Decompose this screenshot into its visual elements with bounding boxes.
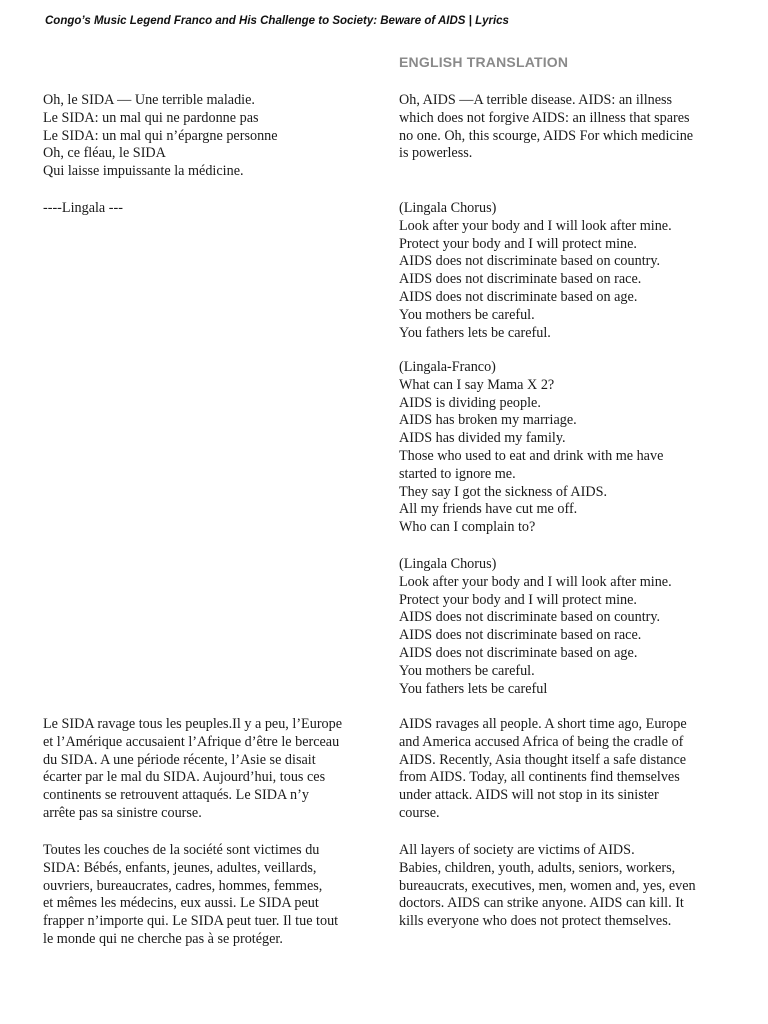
lyric-line: SIDA: Bébés, enfants, jeunes, adultes, veillards, [43,859,317,876]
lyric-line: AIDS does not discriminate based on country. [399,609,661,626]
french-verse-3 [43,842,373,949]
lyric-line: Look after your body and I will look after mine. [399,217,672,234]
lyric-line: AIDS. Recently, Asia thought itself a safe distance [399,751,687,768]
lyric-line: Babies, children, youth, adults, seniors, workers, [399,859,676,876]
lyric-line: et mêmes les médecins, eux aussi. Le SIDA peut [43,895,319,912]
lyric-line: All layers of society are victims of AIDS. [399,842,635,858]
english-chorus-1 [399,200,729,342]
lyric-line: AIDS does not discriminate based on age. [399,644,638,661]
lyric-line: All my friends have cut me off. [399,501,578,518]
document-header: Congo’s Music Legend Franco and His Challenge to Society: Beware of AIDS | Lyrics [45,15,509,27]
lyric-line: You fathers lets be careful [399,680,548,697]
english-verse-2 [399,716,729,823]
lyric-line: continents se retrouvent attaqués. Le SIDA n’y [43,787,309,804]
french-verse-1 [43,92,373,181]
lyric-line: from AIDS. Today, all continents find themselves [399,769,680,786]
lyric-line: AIDS does not discriminate based on age. [399,288,638,305]
lyric-line: What can I say Mama X 2? [399,376,555,393]
french-lingala-marker [43,200,373,218]
lyric-line: ouvriers, bureaucrates, cadres, hommes, femmes, [43,877,323,894]
lyric-line: le monde qui ne cherche pas à se protéger. [43,930,283,947]
lyric-line: You mothers be careful. [399,662,535,679]
lyric-line: AIDS does not discriminate based on race. [399,627,642,644]
lyric-line: which does not forgive AIDS: an illness that spares [399,109,690,126]
lingala-marker: ----Lingala --- [43,200,123,216]
lyric-line: arrête pas sa sinistre course. [43,804,202,821]
lyric-line: You fathers lets be careful. [399,324,551,341]
lyric-line: AIDS has divided my family. [399,430,566,447]
lyric-line: Who can I complain to? [399,519,536,536]
lyric-line: and America accused Africa of being the cradle of [399,733,684,750]
lyric-line: You mothers be careful. [399,306,535,323]
lyric-line: Toutes les couches de la société sont victimes du [43,842,320,858]
lyric-line: (Lingala-Franco) [399,359,496,375]
translation-heading: ENGLISH TRANSLATION [399,54,569,70]
lyric-line: kills everyone who does not protect themselves. [399,913,672,930]
lyric-line: Oh, ce fléau, le SIDA [43,145,166,162]
english-franco-verse [399,359,729,537]
lyric-line: started to ignore me. [399,465,516,482]
english-verse-1 [399,92,729,163]
lyric-line: Look after your body and I will look after mine. [399,573,672,590]
lyric-line: Le SIDA ravage tous les peuples.Il y a peu, l’Europe [43,716,343,732]
lyric-line: Le SIDA: un mal qui ne pardonne pas [43,109,259,126]
lyric-line: frapper n’importe qui. Le SIDA peut tuer. Il tue tout [43,913,339,930]
lyric-line: Protect your body and I will protect mine. [399,235,637,252]
lyric-line: (Lingala Chorus) [399,556,497,572]
lyric-line: is powerless. [399,145,473,162]
lyric-line: et l’Amérique accusaient l’Afrique d’être le berceau [43,733,340,750]
lyric-line: course. [399,804,440,821]
lyric-line: AIDS does not discriminate based on race. [399,271,642,288]
lyric-line: AIDS is dividing people. [399,394,541,411]
lyric-line: AIDS does not discriminate based on country. [399,253,661,270]
lyric-line: Oh, AIDS —A terrible disease. AIDS: an illness [399,92,673,108]
lyric-line: écarter par le mal du SIDA. Aujourd’hui, tous ces [43,769,326,786]
lyric-line: no one. Oh, this scourge, AIDS For which medicine [399,127,694,144]
lyric-line: AIDS has broken my marriage. [399,412,577,429]
lyric-line: (Lingala Chorus) [399,200,497,216]
english-verse-3 [399,842,729,931]
lyric-line: under attack. AIDS will not stop in its sinister [399,787,659,804]
lyric-line: AIDS ravages all people. A short time ago, Europe [399,716,687,732]
lyric-line: Those who used to eat and drink with me have [399,447,664,464]
lyric-line: Oh, le SIDA — Une terrible maladie. [43,92,255,108]
lyric-line: du SIDA. A une période récente, l’Asie se disait [43,751,316,768]
lyric-line: Le SIDA: un mal qui n’épargne personne [43,127,278,144]
lyric-line: doctors. AIDS can strike anyone. AIDS can kill. It [399,895,684,912]
lyric-line: Qui laisse impuissante la médicine. [43,163,244,180]
lyric-line: Protect your body and I will protect mine. [399,591,637,608]
lyric-line: They say I got the sickness of AIDS. [399,483,608,500]
english-chorus-2 [399,556,729,698]
lyric-line: bureaucrats, executives, men, women and, yes, even [399,877,696,894]
french-verse-2 [43,716,373,823]
